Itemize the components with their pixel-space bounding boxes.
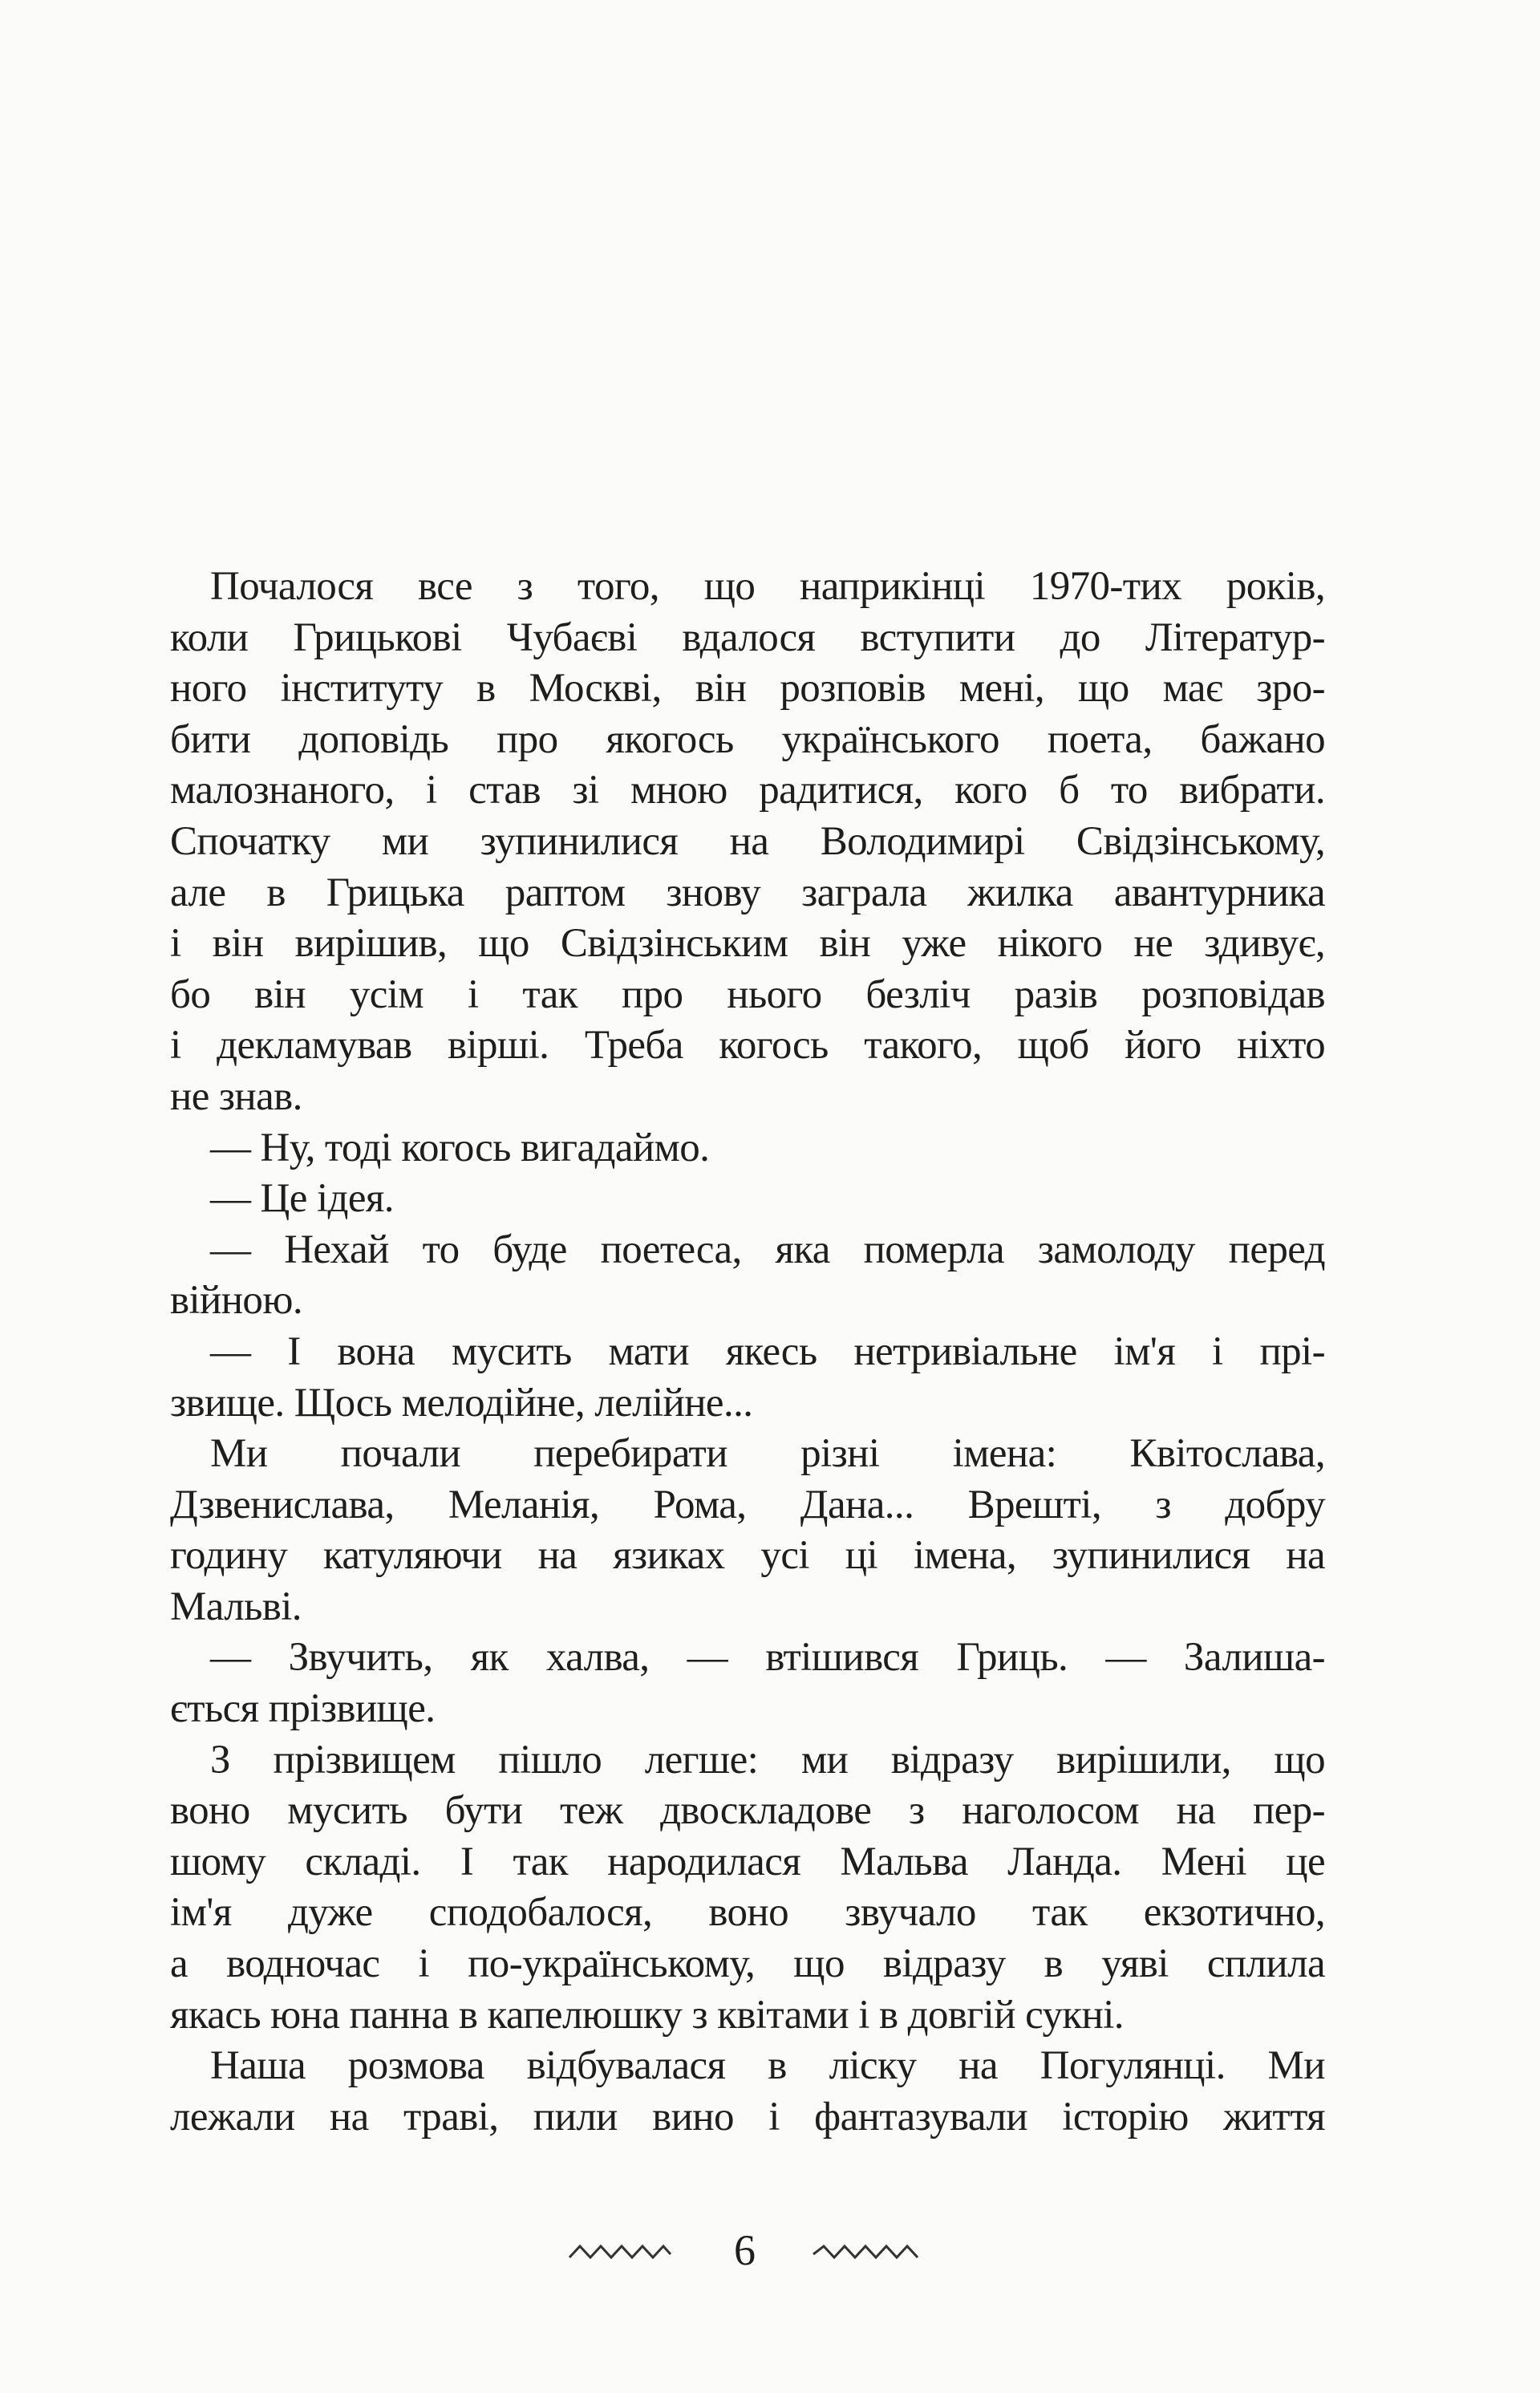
paragraph <box>170 1225 1325 1327</box>
wavy-line-icon <box>812 2240 924 2264</box>
paragraph <box>170 1735 1325 2042</box>
body-text <box>170 562 1325 2143</box>
text-line: шому складі. І так народилася Мальва Ланда. Мені це <box>170 1839 1325 1884</box>
text-line: Ми почали перебирати різні імена: Квітослава, <box>210 1431 1325 1477</box>
text-line: якась юна панна в капелюшку з квітами і в довгій сукні. <box>170 1992 1124 2038</box>
text-line: Мальві. <box>170 1584 302 1629</box>
paragraph <box>170 1633 1325 1734</box>
paragraph <box>170 1123 1325 1174</box>
text-line: — І вона мусить мати якесь нетривіальне ім'я і прі- <box>210 1328 1325 1374</box>
wavy-line-icon <box>568 2240 672 2264</box>
text-line: коли Грицькові Чубаєві вдалося вступити до Літератур- <box>170 614 1325 660</box>
text-line: Почалося все з того, що наприкінці 1970-тих років, <box>210 564 1325 609</box>
text-line: а водночас і по-українському, що відразу в уяві сплила <box>170 1941 1325 1987</box>
text-line: — Нехай то буде поетеса, яка померла замолоду перед <box>210 1227 1325 1272</box>
page-footer <box>0 2222 1540 2286</box>
text-line: малознаного, і став зі мною радитися, кого б то вибрати. <box>170 768 1325 813</box>
paragraph <box>170 2041 1325 2143</box>
paragraph <box>170 1429 1325 1633</box>
text-line: бити доповідь про якогось українського поета, бажано <box>170 716 1325 762</box>
text-line: Спочатку ми зупинилися на Володимирі Свідзінському, <box>170 818 1325 864</box>
paragraph <box>170 562 1325 1123</box>
text-line: лежали на траві, пили вино і фантазували історію життя <box>170 2094 1325 2140</box>
text-line: воно мусить бути теж двоскладове з наголосом на пер- <box>170 1788 1325 1834</box>
text-line: і декламував вірші. Треба когось такого, щоб його ніхто <box>170 1023 1325 1069</box>
paragraph <box>170 1327 1325 1429</box>
text-line: — Це ідея. <box>210 1176 394 1222</box>
text-line: не знав. <box>170 1073 302 1119</box>
text-line: але в Грицька раптом знову заграла жилка авантурника <box>170 870 1325 915</box>
text-line: ється прізвище. <box>170 1686 436 1732</box>
text-line: бо він усім і так про нього безліч разів розповідав <box>170 971 1325 1017</box>
text-line: З прізвищем пішло легше: ми відразу вирішили, що <box>210 1737 1325 1783</box>
text-line: Дзвенислава, Меланія, Рома, Дана... Врешті, з добру <box>170 1482 1325 1527</box>
text-line: — Ну, тоді когось вигадаймо. <box>210 1125 710 1170</box>
text-line: ного інституту в Москві, він розповів мені, що має зро- <box>170 666 1325 712</box>
text-line: і він вирішив, що Свідзінським він уже нікого не здивує, <box>170 921 1325 967</box>
paragraph <box>170 1174 1325 1225</box>
text-line: війною. <box>170 1278 302 1324</box>
text-line: звище. Щось мелодійне, лелійне... <box>170 1380 753 1426</box>
text-line: годину катуляючи на язиках усі ці імена, зупинилися на <box>170 1533 1325 1579</box>
page-number: 6 <box>734 2226 756 2274</box>
text-line: Наша розмова відбувалася в ліску на Погулянці. Ми <box>210 2043 1325 2089</box>
text-line: — Звучить, як халва, — втішився Гриць. — Залиша- <box>210 1635 1325 1681</box>
text-line: ім'я дуже сподобалося, воно звучало так екзотично, <box>170 1890 1325 1936</box>
